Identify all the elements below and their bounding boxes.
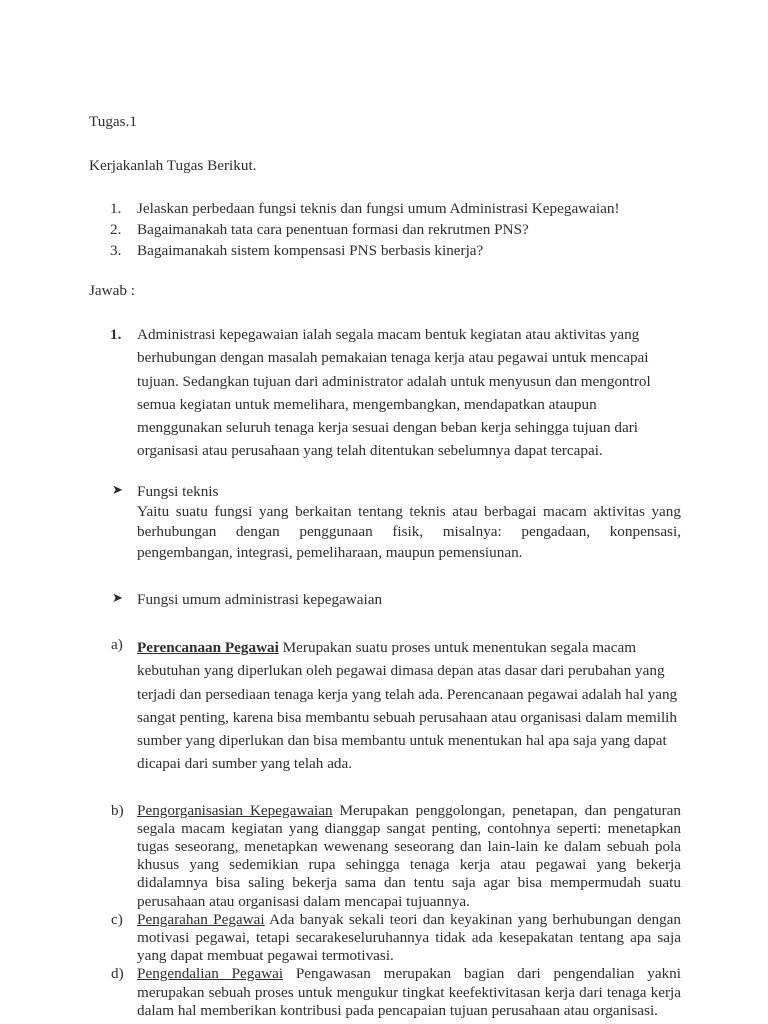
sub-item-heading: Perencanaan Pegawai	[137, 639, 279, 657]
list-marker: b)	[111, 801, 124, 819]
document-body	[89, 112, 681, 1020]
sub-item-text: Ada banyak sekali teori dan keyakinan yang berhubungan dengan motivasi pegawai, tetapi secarakeseluruhannya tidak ada kesepakatan tentang apa saja yang dapat membuat pegawai termotivasi.	[137, 910, 681, 965]
list-marker: 2.	[110, 221, 122, 238]
question-item	[89, 240, 681, 261]
bullet-fungsi-umum	[89, 589, 681, 610]
answer-text: Administrasi kepegawaian ialah segala macam bentuk kegiatan atau aktivitas yang berhubungan dengan masalah pemakaian tenaga kerja atau pegawai untuk mencapai tujuan. Sedangkan tujuan dari administrator adalah untuk menyusun dan mengontrol semua kegiatan untuk memelihara, mengembangkan, mendapatkan ataupun menggunakan seluruh tenaga kerja sesuai dengan beban kerja sehingga tujuan dari organisasi atau perusahaan yang telah ditentukan sebelumnya dapat tercapai.	[137, 326, 651, 460]
question-text: Bagaimanakah sistem kompensasi PNS berbasis kinerja?	[137, 242, 484, 259]
spacer	[89, 176, 681, 198]
sub-item-body	[137, 911, 681, 966]
sub-item-body	[137, 965, 681, 1020]
list-marker: a)	[111, 636, 123, 654]
bullet-body-text: Yaitu suatu fungsi yang berkaitan tentang teknis atau berbagai macam aktivitas yang berhubungan dengan penggunaan fisik, misalnya: pengadaan, konpensasi, pengembangan, integrasi, pemeliharaan, maupun pemensiunan.	[137, 502, 681, 561]
sub-item-text: Merupakan suatu proses untuk menentukan segala macam kebutuhan yang diperlukan oleh pegawai dimasa depan atas dasar dari perubahan yang terjadi dan persediaan tenaga kerja yang telah ada. Perencanaan pegawai adalah hal yang sangat penting, karena bisa membantu sebuah perusahaan atau organisasi dalam memilih sumber yang diperlukan dan bisa membantu untuk menentukan hal apa saja yang dapat dicapai dari sumber yang telah ada.	[137, 639, 678, 773]
sub-item-b	[89, 802, 681, 911]
question-item	[89, 219, 681, 240]
bullet-title: Fungsi teknis	[137, 482, 219, 500]
sub-item-heading: Pengendalian Pegawai	[137, 965, 284, 983]
bullet-title: Fungsi umum administrasi kepegawaian	[137, 591, 383, 609]
list-marker: d)	[111, 965, 124, 983]
answer-item-1	[89, 323, 681, 463]
spacer	[89, 776, 681, 802]
bullet-fungsi-teknis	[89, 481, 681, 564]
question-text: Bagaimanakah tata cara penentuan formasi dan rekrutmen PNS?	[137, 221, 529, 238]
answer-header: Jawab :	[89, 282, 135, 299]
intro-instruction: Kerjakanlah Tugas Berikut.	[89, 157, 257, 174]
sub-item-heading: Pengorganisasian Kepegawaian	[137, 801, 333, 819]
page-title: Tugas.1	[89, 113, 137, 130]
sub-item-c	[89, 911, 681, 966]
question-text: Jelaskan perbedaan fungsi teknis dan fungsi umum Administrasi Kepegawaian!	[137, 200, 620, 217]
spacer	[89, 301, 681, 323]
spacer	[89, 261, 681, 281]
question-item	[89, 198, 681, 219]
list-marker: 3.	[110, 242, 122, 259]
spacer	[89, 132, 681, 156]
sub-item-text: Merupakan penggolongan, penetapan, dan pengaturan segala macam kegiatan yang dianggap sangat penting, contohnya seperti: menetapkan tugas seseorang, menetapkan wewenang seseorang dan lain-lain ke dalam sebuah pola khusus yang sedemikian rupa sehingga tenaga kerja atau pegawai yang bekerja didalamnya bisa saling bekerja sama dan tentu saja agar bisa mempermudah suatu perusahaan atau organisasi dalam mencapai tujuannya.	[137, 801, 681, 910]
list-marker: c)	[111, 910, 123, 928]
sub-item-a	[89, 636, 681, 775]
sub-item-body	[137, 636, 681, 775]
question-list	[89, 198, 681, 261]
list-marker: 1.	[110, 326, 122, 343]
sub-item-text: Pengawasan merupakan bagian dari pengendalian yakni merupakan sebuah proses untuk mengukur tingkat keefektivitasan kerja dari tenaga kerja dalam hal memberikan kontribusi pada pencapaian tujuan perusahaan atau organisasi.	[137, 965, 681, 1019]
list-marker: 1.	[110, 200, 122, 217]
spacer	[89, 463, 681, 481]
spacer	[89, 610, 681, 636]
arrow-bullet-icon: ➤	[112, 481, 123, 497]
arrow-bullet-icon: ➤	[112, 590, 123, 606]
sub-item-d	[89, 965, 681, 1020]
sub-item-heading: Pengarahan Pegawai	[137, 910, 265, 928]
sub-item-body	[137, 802, 681, 911]
spacer	[89, 563, 681, 589]
